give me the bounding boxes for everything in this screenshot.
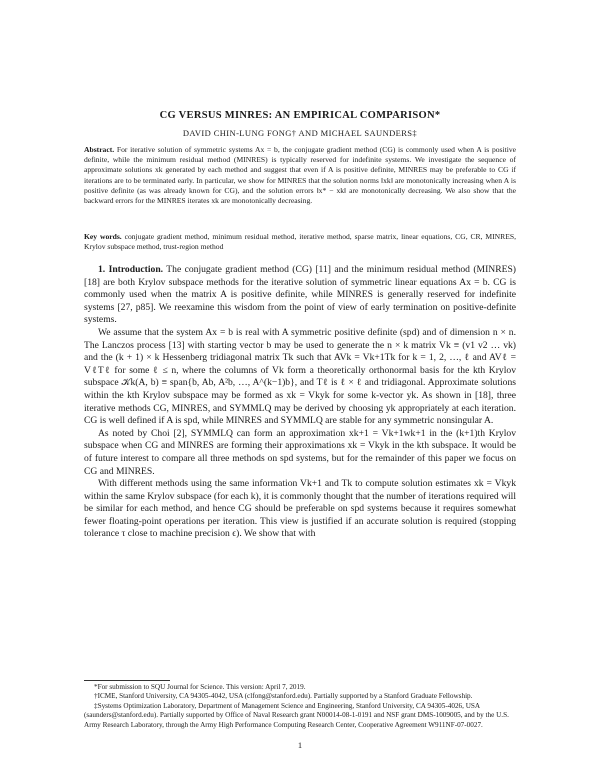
paragraph-3: As noted by Choi [2], SYMMLQ can form an approximation xk+1 = Vk+1wk+1 in the (k+1)th Krylov subspace when CG and MINRES are forming their approximations xk = Vkyk in the kth subspace. It would be of future interest to compare all three methods on spd systems, but for the remainder of this paper we focus on CG and MINRES. xyxy=(84,427,516,477)
paragraph-text: The conjugate gradient method (CG) [11] and the minimum residual method (MINRES) [18] are both Krylov subspace methods for the iterative solution of symmetric linear equations Ax = b. CG is commonly used when the matrix A is positive definite, while MINRES is generally reserved for indefinite systems [27, p85]. We reexamine this wisdom from the point of view of early termination on positive-definite systems. xyxy=(84,264,517,326)
paper-title: CG VERSUS MINRES: AN EMPIRICAL COMPARISON* xyxy=(159,110,441,121)
keywords-label: Key words. xyxy=(84,232,122,241)
abstract-label: Abstract. xyxy=(84,145,115,154)
paragraph-4: With different methods using the same information Vk+1 and Tk to compute solution estimates xk = Vkyk within the same Krylov subspace (for each k), it is commonly thought that the number of iterations required will be similar for each method, and hence CG should be preferable on spd systems because it requires somewhat fewer floating-point operations per iteration. This view is justified if an accurate solution is required (stopping tolerance τ close to machine precision ϵ). We show that with xyxy=(84,478,516,540)
paper-authors: DAVID CHIN-LUNG FONG† AND MICHAEL SAUNDERS‡ xyxy=(182,128,418,138)
paragraph-1 xyxy=(84,264,516,327)
footnote-1: *For submission to SQU Journal for Science. This version: April 7, 2019. xyxy=(94,683,306,691)
page-number: 1 xyxy=(297,740,303,750)
footnote-2: †ICME, Stanford University, CA 94305-4042, USA (clfong@stanford.edu). Partially supported by a Stanford Graduate Fellowship. xyxy=(94,692,473,701)
footnotes xyxy=(84,683,516,730)
abstract-text: For iterative solution of symmetric systems Ax = b, the conjugate gradient method (CG) is commonly used when A is positive definite, while the minimum residual method (MINRES) is typically reserved for indefinite systems. We investigate the sequence of approximate solutions xk generated by each method and suggest that even if A is positive definite, MINRES may be preferable to CG if iterations are to be terminated early. In particular, we show for MINRES that the solution norms ‖xk‖ are monotonically increasing when A is positive definite (as was already known for CG), and the solution errors ‖x* − xk‖ are monotonically decreasing. We also show that the backward errors for the MINRES iterates xk are monotonically decreasing. xyxy=(84,145,516,206)
keywords-text: conjugate gradient method, minimum residual method, iterative method, sparse matrix, linear equations, CG, CR, MINRES, Krylov subspace method, trust-region method xyxy=(84,232,516,252)
footnote-3: ‡Systems Optimization Laboratory, Department of Management Science and Engineering, Stanford University, CA 94305-4026, USA (saunders@stanford.edu). Partially supported by Office of Naval Research grant N00014-08-1-0191 and NSF grant DMS-1009005, and by the U.S. Army Research Laboratory, through the Army High Performance Computing Research Center, Cooperative Agreement W911NF-07-0027. xyxy=(84,701,509,729)
introduction-section xyxy=(84,264,516,541)
paragraph-2: We assume that the system Ax = b is real with A symmetric positive definite (spd) and of dimension n × n. The Lanczos process [13] with starting vector b may be used to generate the n × k matrix Vk ≡ (v1 v2 … vk) and the (k + 1) × k Hessenberg tridiagonal matrix Tk such that AVk = Vk+1Tk for k = 1, 2, …, ℓ and AVℓ = VℓTℓ for some ℓ ≤ n, where the columns of Vk form a theoretically orthonormal basis for the kth Krylov subspace 𝒦k(A, b) ≡ span{b, Ab, A²b, …, A^(k−1)b}, and Tℓ is ℓ × ℓ and tridiagonal. Approximate solutions within the kth Krylov subspace may be formed as xk = Vkyk for some k-vector yk. As shown in [18], three iterative methods CG, MINRES, and SYMMLQ may be derived by choosing yk appropriately at each iteration. CG is well defined if A is spd, while MINRES and SYMMLQ are stable for any symmetric nonsingular A. xyxy=(84,326,516,427)
footnote-rule xyxy=(84,680,170,681)
abstract xyxy=(84,145,516,206)
keywords xyxy=(84,232,516,252)
section-heading: 1. Introduction. xyxy=(98,264,164,275)
